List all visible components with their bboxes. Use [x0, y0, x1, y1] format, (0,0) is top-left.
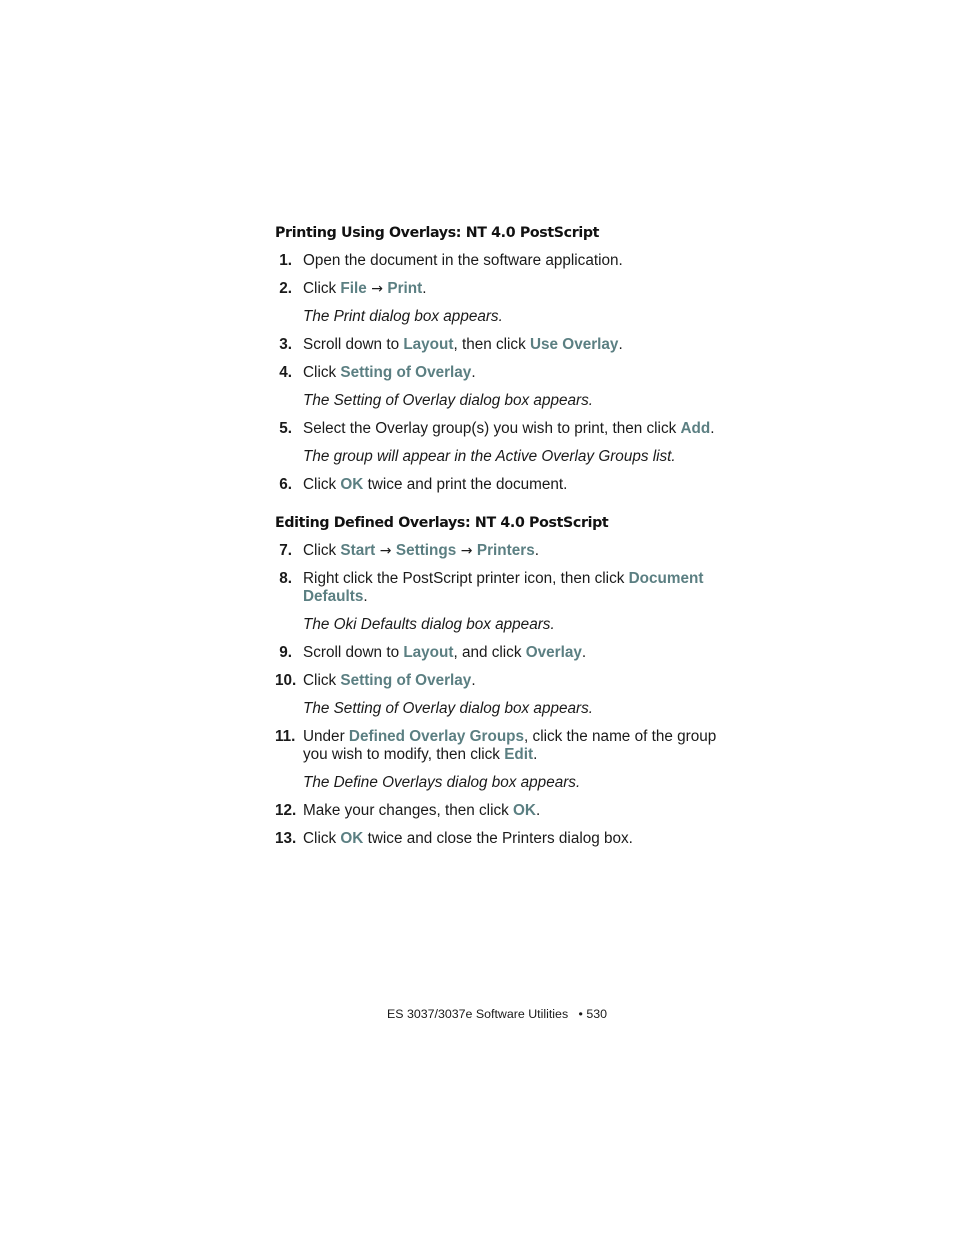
step-number: 11. — [275, 728, 296, 745]
step-text-run: . — [471, 672, 476, 689]
ui-term: Printers — [476, 542, 535, 559]
ui-term: Settings — [395, 542, 457, 559]
ui-term: Start — [340, 542, 376, 559]
step-text — [303, 542, 735, 560]
step-text-run: Open the document in the software application. — [303, 252, 623, 269]
step-text-run: . — [618, 336, 623, 353]
step-text-run: Click — [303, 364, 341, 381]
step-text-run: , then click — [453, 336, 530, 353]
footer-separator: • — [578, 1007, 583, 1021]
step-text-run: , and click — [453, 644, 526, 661]
step-number: 9. — [279, 644, 292, 661]
step-result-note: The Print dialog box appears. — [303, 308, 503, 325]
steps-list — [275, 252, 735, 494]
step-item — [275, 830, 735, 848]
step-item — [275, 570, 735, 606]
ui-term: Overlay — [525, 644, 582, 661]
step-text-run: , click the name of the group you wish to modify, then click — [303, 728, 717, 763]
step-number: 10. — [275, 672, 297, 689]
step-text-run: . — [422, 280, 427, 297]
step-item — [275, 542, 735, 560]
step-text — [303, 252, 735, 270]
step-text-run: . — [710, 420, 715, 437]
step-text-run: twice and print the document. — [363, 476, 568, 493]
ui-term: OK — [513, 802, 536, 819]
step-text — [303, 728, 735, 764]
step-result-note: The group will appear in the Active Overlay Groups list. — [303, 448, 676, 465]
step-item — [275, 252, 735, 270]
step-item — [275, 280, 735, 298]
step-text-run: Under — [303, 728, 349, 745]
ui-term: OK — [340, 830, 364, 847]
step-result-note: The Setting of Overlay dialog box appears. — [303, 700, 593, 717]
step-number: 8. — [279, 570, 292, 587]
step-text-run: Click — [303, 280, 341, 297]
step-text — [303, 280, 735, 298]
ui-term: OK — [340, 476, 364, 493]
page-number: 530 — [586, 1007, 607, 1021]
step-text-run: Click — [303, 476, 341, 493]
step-number: 5. — [279, 420, 292, 437]
step-number: 6. — [279, 476, 292, 493]
ui-term: Defined Overlay Groups — [348, 728, 525, 745]
section-editing-defined-overlays — [275, 514, 735, 858]
step-text-run: . — [534, 542, 539, 559]
step-text-run: . — [535, 802, 541, 819]
step-text-run: Right click the PostScript printer icon, then click — [303, 570, 629, 587]
steps-list — [275, 542, 735, 848]
arrow-icon: → — [366, 281, 388, 297]
arrow-icon: → — [375, 543, 396, 559]
section-heading: Printing Using Overlays: NT 4.0 PostScript — [275, 225, 600, 241]
page-footer — [387, 1006, 607, 1022]
step-text-run: Scroll down to — [303, 644, 404, 661]
ui-term: Document Defaults — [303, 570, 704, 605]
step-number: 12. — [275, 802, 297, 819]
step-item — [275, 728, 735, 764]
step-result-note: The Oki Defaults dialog box appears. — [303, 616, 555, 633]
step-text-run: Select the Overlay group(s) you wish to print, then click — [303, 420, 681, 437]
step-number: 4. — [279, 364, 292, 381]
step-text — [303, 672, 735, 690]
ui-term: Setting of Overlay — [340, 364, 472, 381]
section-printing-using-overlays — [275, 224, 735, 504]
step-result-note: The Define Overlays dialog box appears. — [303, 774, 581, 791]
step-text-run: Make your changes, then click — [303, 802, 514, 819]
ui-term: File — [340, 280, 367, 297]
step-item — [275, 336, 735, 354]
ui-term: Layout — [403, 644, 454, 661]
step-number: 2. — [279, 280, 292, 297]
step-text-run: Click — [303, 830, 341, 847]
ui-term: Layout — [403, 336, 454, 353]
step-item — [275, 420, 735, 438]
step-text — [303, 476, 735, 494]
step-text-run: Scroll down to — [303, 336, 404, 353]
step-text — [303, 644, 735, 662]
step-text-run: . — [533, 746, 538, 763]
step-item — [275, 476, 735, 494]
step-text — [303, 570, 735, 606]
step-number: 3. — [279, 336, 292, 353]
step-item — [275, 802, 735, 820]
step-item — [275, 364, 735, 382]
footer-title: ES 3037/3037e Software Utilities — [387, 1007, 569, 1021]
ui-term: Use Overlay — [529, 336, 619, 353]
step-result-note: The Setting of Overlay dialog box appears. — [303, 392, 593, 409]
section-heading: Editing Defined Overlays: NT 4.0 PostScript — [275, 515, 609, 531]
step-text-run: . — [471, 364, 476, 381]
step-text — [303, 420, 735, 438]
ui-term: Setting of Overlay — [340, 672, 472, 689]
step-number: 13. — [275, 830, 297, 847]
step-text-run: Click — [303, 542, 341, 559]
step-text — [303, 802, 735, 820]
step-number: 7. — [279, 542, 292, 559]
step-text-run: . — [363, 588, 368, 605]
step-text — [303, 364, 735, 382]
ui-term: Edit — [504, 746, 534, 763]
step-item — [275, 672, 735, 690]
step-text — [303, 830, 735, 848]
step-number: 1. — [279, 252, 292, 269]
step-item — [275, 644, 735, 662]
ui-term: Add — [680, 420, 711, 437]
step-text-run: Click — [303, 672, 341, 689]
step-text — [303, 336, 735, 354]
arrow-icon: → — [456, 543, 477, 559]
step-text-run: twice and close the Printers dialog box. — [363, 830, 633, 847]
ui-term: Print — [387, 280, 423, 297]
step-text-run: . — [581, 644, 587, 661]
